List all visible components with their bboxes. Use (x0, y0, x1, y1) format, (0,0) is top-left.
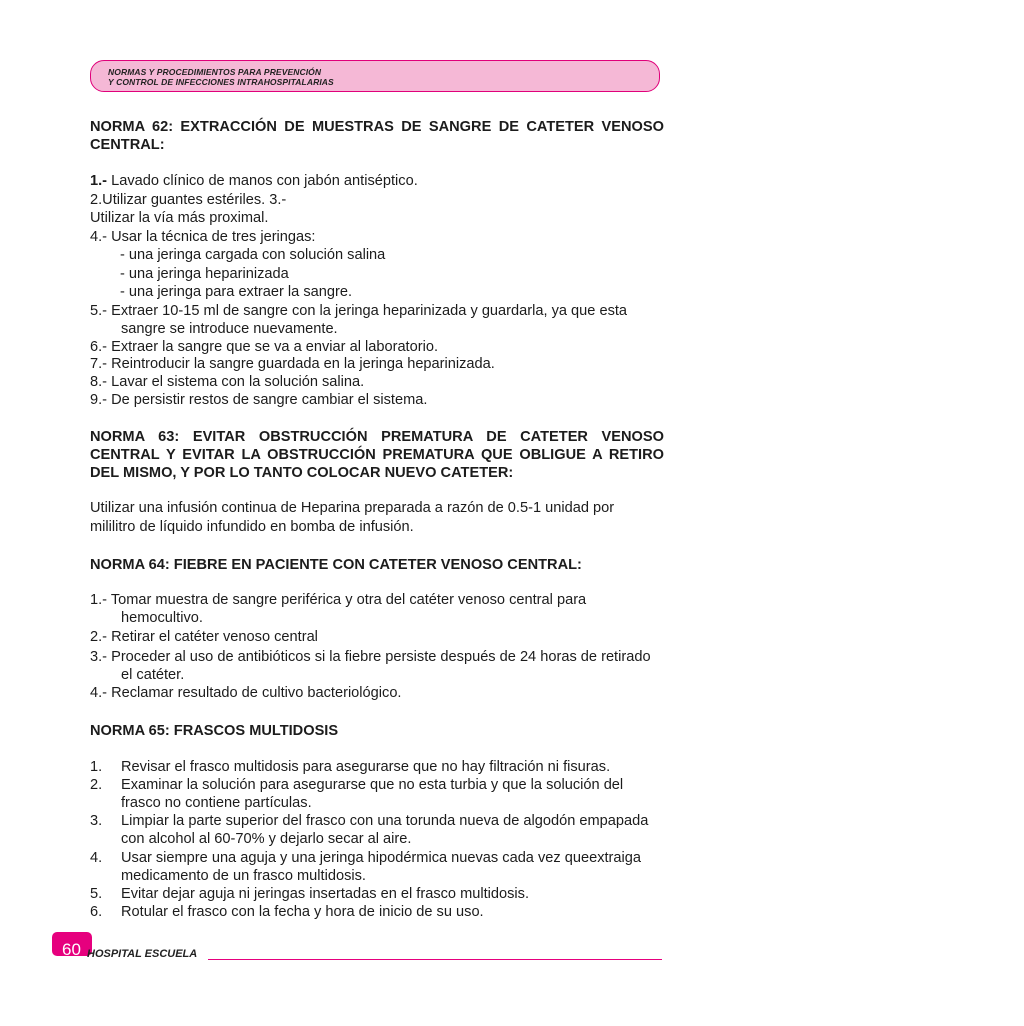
norma-63-title-line-3: DEL MISMO, Y POR LO TANTO COLOCAR NUEVO CATETER: (90, 465, 514, 481)
norma-65-item-2-line-1: Examinar la solución para asegurarse que no esta turbia y que la solución del (121, 777, 624, 793)
norma-62-step-3: Utilizar la vía más proximal. (90, 210, 269, 226)
norma-65-title: NORMA 65: FRASCOS MULTIDOSIS (90, 723, 339, 739)
norma-62-sub-item-1: - una jeringa cargada con solución salina (120, 247, 386, 263)
norma-63-body-line-2: mililitro de líquido infundido en bomba de infusión. (90, 519, 414, 535)
norma-65-item-4-line-1: Usar siempre una aguja y una jeringa hipodérmica nuevas cada vez queextraiga (121, 850, 642, 866)
norma-62-step-1 (90, 172, 418, 190)
norma-62-step-4: 4.- Usar la técnica de tres jeringas: (90, 229, 316, 245)
norma-62-sub-item-3: - una jeringa para extraer la sangre. (120, 284, 353, 300)
norma-63-title-line-2: CENTRAL Y EVITAR LA OBSTRUCCIÓN PREMATURA QUE OBLIGUE A RETIRO (90, 447, 664, 463)
norma-62-step-1-number: 1.- (90, 173, 108, 189)
norma-63-body-line-1: Utilizar una infusión continua de Heparina preparada a razón de 0.5-1 unidad por (90, 500, 615, 516)
norma-62-sub-item-2: - una jeringa heparinizada (120, 266, 289, 282)
norma-64-step-3-line-1: 3.- Proceder al uso de antibióticos si la fiebre persiste después de 24 horas de retirado (90, 649, 651, 665)
running-header (90, 60, 660, 92)
footer-title: HOSPITAL ESCUELA (87, 948, 198, 960)
norma-62-title-line-1: NORMA 62: EXTRACCIÓN DE MUESTRAS DE SANGRE DE CATETER VENOSO (90, 119, 664, 135)
norma-62-step-9: 9.- De persistir restos de sangre cambiar el sistema. (90, 392, 428, 408)
norma-62-step-5-line-2: sangre se introduce nuevamente. (121, 321, 338, 337)
norma-65-item-6-number: 6. (90, 904, 103, 920)
norma-65-item-4-line-2: medicamento de un frasco multidosis. (121, 868, 366, 884)
norma-64-step-2: 2.- Retirar el catéter venoso central (90, 629, 318, 645)
norma-62-step-1-text: Lavado clínico de manos con jabón antiséptico. (107, 173, 418, 189)
norma-64-step-1-line-1: 1.- Tomar muestra de sangre periférica y otra del catéter venoso central para (90, 592, 587, 608)
norma-65-item-2-number: 2. (90, 777, 103, 793)
norma-63-title-line-1: NORMA 63: EVITAR OBSTRUCCIÓN PREMATURA DE CATETER VENOSO (90, 429, 664, 445)
norma-62-step-8: 8.- Lavar el sistema con la solución salina. (90, 374, 365, 390)
norma-64-title: NORMA 64: FIEBRE EN PACIENTE CON CATETER VENOSO CENTRAL: (90, 557, 582, 573)
norma-64-step-1-line-2: hemocultivo. (121, 610, 203, 626)
running-header-line-2: Y CONTROL DE INFECCIONES INTRAHOSPITALARIAS (108, 77, 334, 87)
page-number-badge (52, 932, 92, 959)
norma-65-item-3-number: 3. (90, 813, 103, 829)
norma-62-step-2: 2.Utilizar guantes estériles. 3.- (90, 192, 287, 208)
norma-65-item-6-line-1: Rotular el frasco con la fecha y hora de inicio de su uso. (121, 904, 484, 920)
page-number: 60 (62, 940, 81, 959)
norma-64-step-4: 4.- Reclamar resultado de cultivo bacteriológico. (90, 685, 402, 701)
norma-65-item-3-line-2: con alcohol al 60-70% y dejarlo secar al aire. (121, 831, 412, 847)
norma-65-item-3-line-1: Limpiar la parte superior del frasco con una torunda nueva de algodón empapada (121, 813, 649, 829)
norma-65-item-1-line-1: Revisar el frasco multidosis para asegurarse que no hay filtración ni fisuras. (121, 759, 611, 775)
norma-62-step-5-line-1: 5.- Extraer 10-15 ml de sangre con la jeringa heparinizada y guardarla, ya que esta (90, 303, 628, 319)
norma-65-item-5-number: 5. (90, 886, 103, 902)
norma-64-step-3-line-2: el catéter. (121, 667, 185, 683)
norma-65-item-4-number: 4. (90, 850, 103, 866)
footer-rule (208, 959, 662, 960)
norma-62-title-line-2: CENTRAL: (90, 137, 165, 153)
norma-65-item-5-line-1: Evitar dejar aguja ni jeringas insertadas en el frasco multidosis. (121, 886, 530, 902)
norma-62-step-6: 6.- Extraer la sangre que se va a enviar al laboratorio. (90, 339, 439, 355)
running-header-line-1: NORMAS Y PROCEDIMIENTOS PARA PREVENCIÓN (108, 67, 322, 77)
norma-62-step-7: 7.- Reintroducir la sangre guardada en la jeringa heparinizada. (90, 356, 495, 372)
norma-65-item-2-line-2: frasco no contiene partículas. (121, 795, 312, 811)
norma-65-item-1-number: 1. (90, 759, 103, 775)
